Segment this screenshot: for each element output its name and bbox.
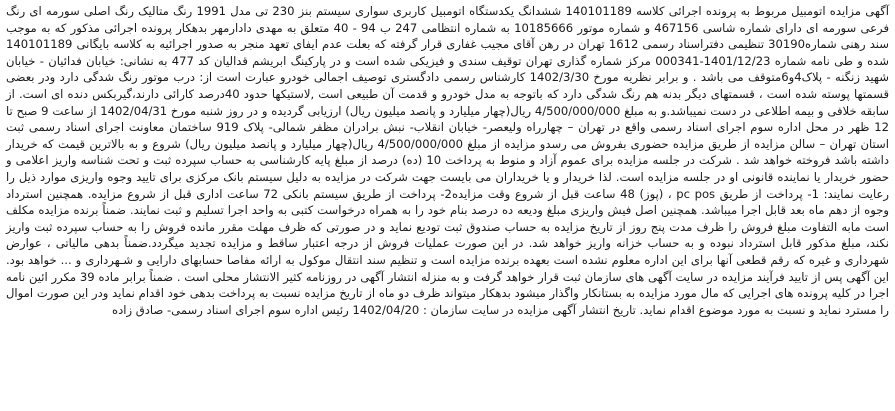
notice-body-text: آگهی مزایده اتومبیل مربوط به پرونده اجرائی کلاسه 140101189 ششدانگ یکدستگاه اتومبیل کاربری سواری سیستم بنز 230 تی مدل 1991 رنگ متالیک رنگ اصلی سورمه ای رنگ فرعی سورمه ای دارای شماره شاسی 467156 و شماره موتور 10185666 به شماره انتظامی 247 ب 94 - 40 متعلق به مهدی دادارمهر بدهکار پرونده اجرائی مذکور که به موجب سند رهنی شماره30190 تنظیمی دفتراسناد رسمی 1612 تهران در رهن آقای مجیب غفاری قرار گرفته که بعلت عدم ایفای تعهد منجر به صدور اجرائیه به کلاسه بایگانی 140101189 شده و طی نامه شماره 1401/12/23-000341 مرکز شماره گذاری تهران توقیف سندی و فیزیکی شده است و در پارکینگ ابریشم قدالیان کد 477 به نشانی: خیابان فدائیان - خیابان شهید زنگنه - پلاک4و6متوقف می باشد . و برابر نظریه مورخ 1402/3/30 کارشناس رسمی دادگستری توصیف اجمالی خودرو عبارت است از: درب موتور رنگ شدگی دارد ودر بعضی قسمتها پوسته شده است ، قسمتهای دیگر بدنه هم رنگ شدگی دارد که باتوجه به مدل خودرو و قدمت آن طبیعی است ,لاستیکها حدود 40درصد کارائی دارند،گیربکس دنده ای است. از سابقه خلافی و بیمه اطلاعی در دست نمیباشد.و به مبلغ 4/500/000/000 ریال(چهار میلیارد و پانصد میلیون ریال) ارزیابی گردیده و در روز شنبه مورخ 1402/04/31 از ساعت 9 صبح تا 12 ظهر در محل اداره سوم اجرای اسناد رسمی واقع در تهران – چهارراه ولیعصر- خیابان انقلاب- نبش برادران مظفر شمالی- پلاک 919 ساختمان معاونت اجرای اسناد رسمی ثبت استان تهران – سالن مزایده از طریق مزایده حضوری بفروش می رسدو مزایده از مبلغ 4/500/000/000 ریال(چهار میلیارد و پانصد میلیون ریال) شروع و به بالاترین قیمت که خریدار داشته باشد فروخته خواهد شد . شرکت در جلسه مزایده برای عموم آزاد و منوط به پرداخت 10 (ده) درصد از مبلغ پایه کارشناسی به حساب سپرده ثبت و تحت شناسه واریز اعلامی و حضور خریدار یا نماینده قانونی او در جلسه مزایده است. لذا خریدار و یا خریداران می بایست جهت شرکت در مزایده به دلیل سیستم بانک مرکزی برای تایید وجوه واریزی موارد ذیل را رعایت نمایند: 1- پرداخت از طریق pc pos ، (پوز) 48 ساعت قبل از شروع وقت مزایده2- پرداخت از طریق سیستم بانکی 72 ساعت اداری قبل از شروع مزایده. همچنین استرداد وجوه از دهم ماه بعد قابل اجرا میباشد. همچنین اصل فیش واریزی مبلغ ودیعه ده درصد بنام خود را به همراه درخواست کتبی به واحد اجرا تسلیم و ثبت نمایند. ضمناً برنده مزایده مکلف است مابه التفاوت مبلغ فروش را ظرف مدت پنج روز از تاریخ مزایده به حساب صندوق ثبت تودیع نماید و در صورتی که ظرف مهلت مقرر مانده فروش را به حساب سپرده ثبت واریز نکند، مبلغ مذکور قابل استرداد نبوده و به حساب خزانه واریز خواهد شد. در این صورت عملیات فروش از درجه اعتبار ساقط و مزایده تجدید میگردد.ضمناً بدهی مالیاتی ، عوارض شهرداری و غیره که رقم قطعی آنها برای این اداره معلوم نشده است بعهده برنده مزایده است و تنظیم سند انتقال موکول به ارائه مفاصا حسابهای دارایی و شـهرداری و ... خواهد بود. این آگهی پس از تایید فرآیند مزایده در سایت آگهی های سازمان ثبت قرار خواهد گرفت و به منزله انتشار آگهی در روزنامه کثیر الانتشار محلی است . ضمناً برابر ماده 39 مکرر ائین نامه اجرا در کلیه پرونده های اجرایی که مال مورد مزایده به بستانکار واگذار میشود بدهکار میتواند ظرف دو ماه از تاریخ مزایده نسبت به پرداخت بدهی خود اقدام نماید ودر این صورت اموال را مسترد نماید و نسبت به مورد موضوع اقدام نماید. تاریخ انتشار آگهی مزایده در سایت سازمان : 1402/04/20 رئیس اداره سوم اجرای اسناد رسمی- صادق زاده [6, 4, 890, 317]
